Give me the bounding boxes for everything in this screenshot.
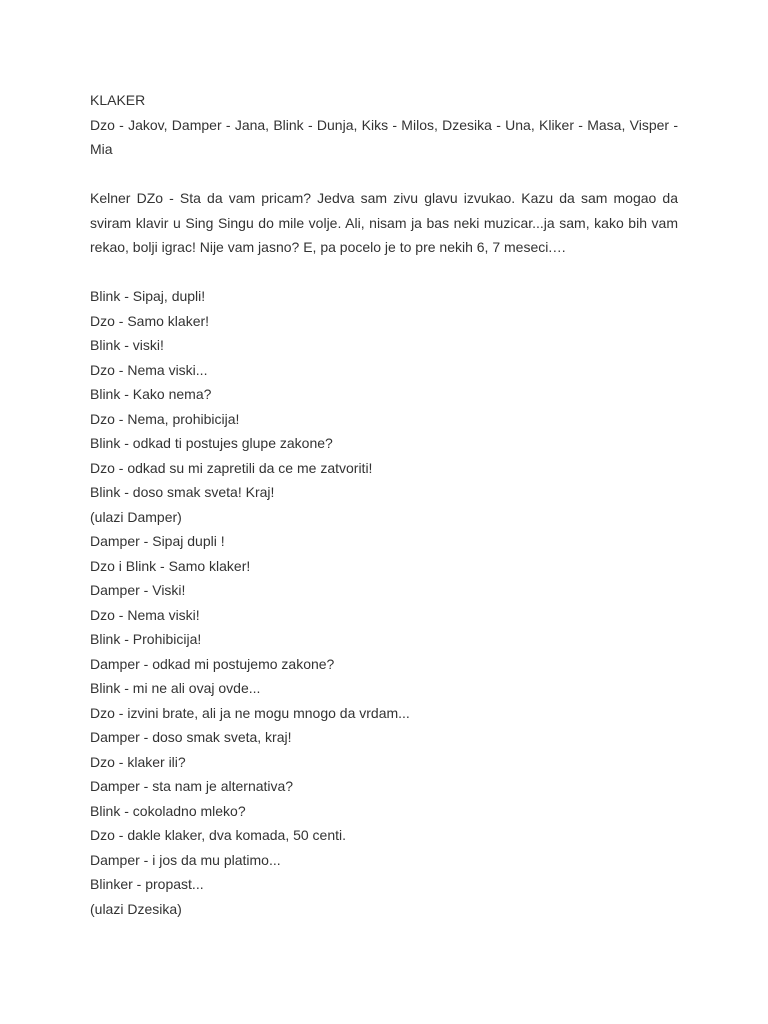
dialogue-line: Dzo - Nema viski... <box>90 361 208 378</box>
dialogue-line: Dzo - izvini brate, ali ja ne mogu mnogo da vrdam... <box>90 704 410 721</box>
dialogue-line: Dzo i Blink - Samo klaker! <box>90 557 251 574</box>
dialogue-list <box>90 284 678 921</box>
document-page <box>90 88 678 921</box>
dialogue-line: Dzo - Nema, prohibicija! <box>90 410 240 427</box>
document-title: KLAKER <box>90 92 146 108</box>
dialogue-line: Blinker - propast... <box>90 876 204 892</box>
cast-list: Dzo - Jakov, Damper - Jana, Blink - Dunja, Kiks - Milos, Dzesika - Una, Kliker - Masa, Visper - Mia <box>90 116 678 157</box>
dialogue-line: Blink - odkad ti postujes glupe zakone? <box>90 435 333 451</box>
dialogue-line: Blink - doso smak sveta! Kraj! <box>90 484 275 500</box>
dialogue-line: Damper - odkad mi postujemo zakone? <box>90 655 335 672</box>
dialogue-line: Dzo - odkad su mi zapretili da ce me zatvoriti! <box>90 459 373 476</box>
dialogue-line: Damper - sta nam je alternativa? <box>90 778 294 794</box>
dialogue-line: Damper - Viski! <box>90 582 186 598</box>
dialogue-line: Damper - Sipaj dupli ! <box>90 533 225 549</box>
dialogue-line: (ulazi Dzesika) <box>90 900 182 917</box>
intro-paragraph: Kelner DZo - Sta da vam pricam? Jedva sam zivu glavu izvukao. Kazu da sam mogao da sviram klavir u Sing Singu do mile volje. Ali, nisam ja bas neki muzicar...ja sam, kako bih vam rekao, bolji igrac! Nije vam jasno? E, pa pocelo je to pre nekih 6, 7 meseci.… <box>90 190 678 255</box>
dialogue-line: Blink - Kako nema? <box>90 386 212 402</box>
dialogue-line: Damper - doso smak sveta, kraj! <box>90 729 292 745</box>
dialogue-line: Blink - viski! <box>90 337 164 353</box>
dialogue-line: Blink - Prohibicija! <box>90 631 202 647</box>
dialogue-line: (ulazi Damper) <box>90 508 182 525</box>
dialogue-line: Dzo - klaker ili? <box>90 753 186 770</box>
dialogue-line: Dzo - Samo klaker! <box>90 312 210 329</box>
dialogue-line: Blink - Sipaj, dupli! <box>90 288 206 304</box>
dialogue-line: Damper - i jos da mu platimo... <box>90 851 281 868</box>
dialogue-line: Blink - cokoladno mleko? <box>90 802 246 819</box>
dialogue-line: Blink - mi ne ali ovaj ovde... <box>90 680 261 696</box>
dialogue-line: Dzo - dakle klaker, dva komada, 50 centi. <box>90 827 347 843</box>
dialogue-line: Dzo - Nema viski! <box>90 606 200 623</box>
